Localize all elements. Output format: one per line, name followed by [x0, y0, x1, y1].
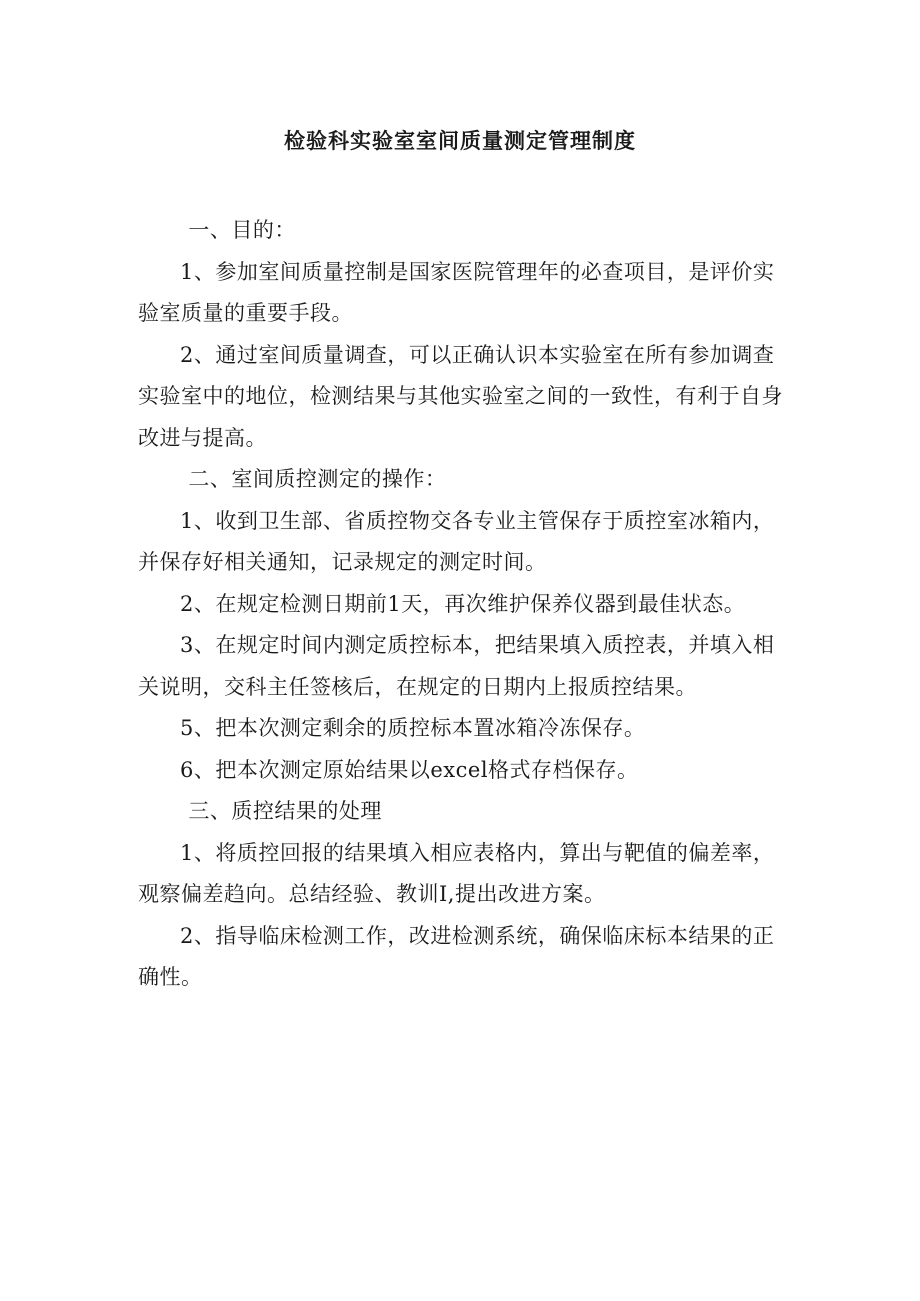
section-heading-operation: 二、室间质控测定的操作：	[188, 467, 447, 491]
paragraph: 1、收到卫生部、省质控物交各专业主管保存于质控室冰箱内，并保存好相关通知，记录规定的测定时间。	[138, 508, 775, 574]
paragraph: 2、通过室间质量调查，可以正确认识本实验室在所有参加调查实验室中的地位，检测结果与其他实验室之间的一致性，有利于自身改进与提高。	[138, 342, 783, 450]
section-heading-purpose: 一、目的：	[188, 218, 296, 242]
paragraph: 2、指导临床检测工作，改进检测系统，确保临床标本结果的正确性。	[138, 923, 775, 989]
document-body	[138, 210, 788, 999]
paragraph: 2、在规定检测日期前1天，再次维护保养仪器到最佳状态。	[180, 591, 746, 616]
paragraph: 1、将质控回报的结果填入相应表格内，算出与靶值的偏差率，观察偏差趋向。总结经验、教训I,提出改进方案。	[138, 840, 775, 906]
paragraph: 6、把本次测定原始结果以excel格式存档保存。	[180, 757, 639, 782]
document-title: 检验科实验室室间质量测定管理制度	[284, 128, 636, 153]
paragraph: 3、在规定时间内测定质控标本，把结果填入质控表，并填入相关说明，交科主任签核后，在规定的日期内上报质控结果。	[138, 633, 775, 699]
paragraph: 1、参加室间质量控制是国家医院管理年的必查项目，是评价实验室质量的重要手段。	[138, 259, 775, 325]
section-heading-results: 三、质控结果的处理	[188, 799, 382, 823]
paragraph: 5、把本次测定剩余的质控标本置冰箱冷冻保存。	[180, 716, 646, 740]
